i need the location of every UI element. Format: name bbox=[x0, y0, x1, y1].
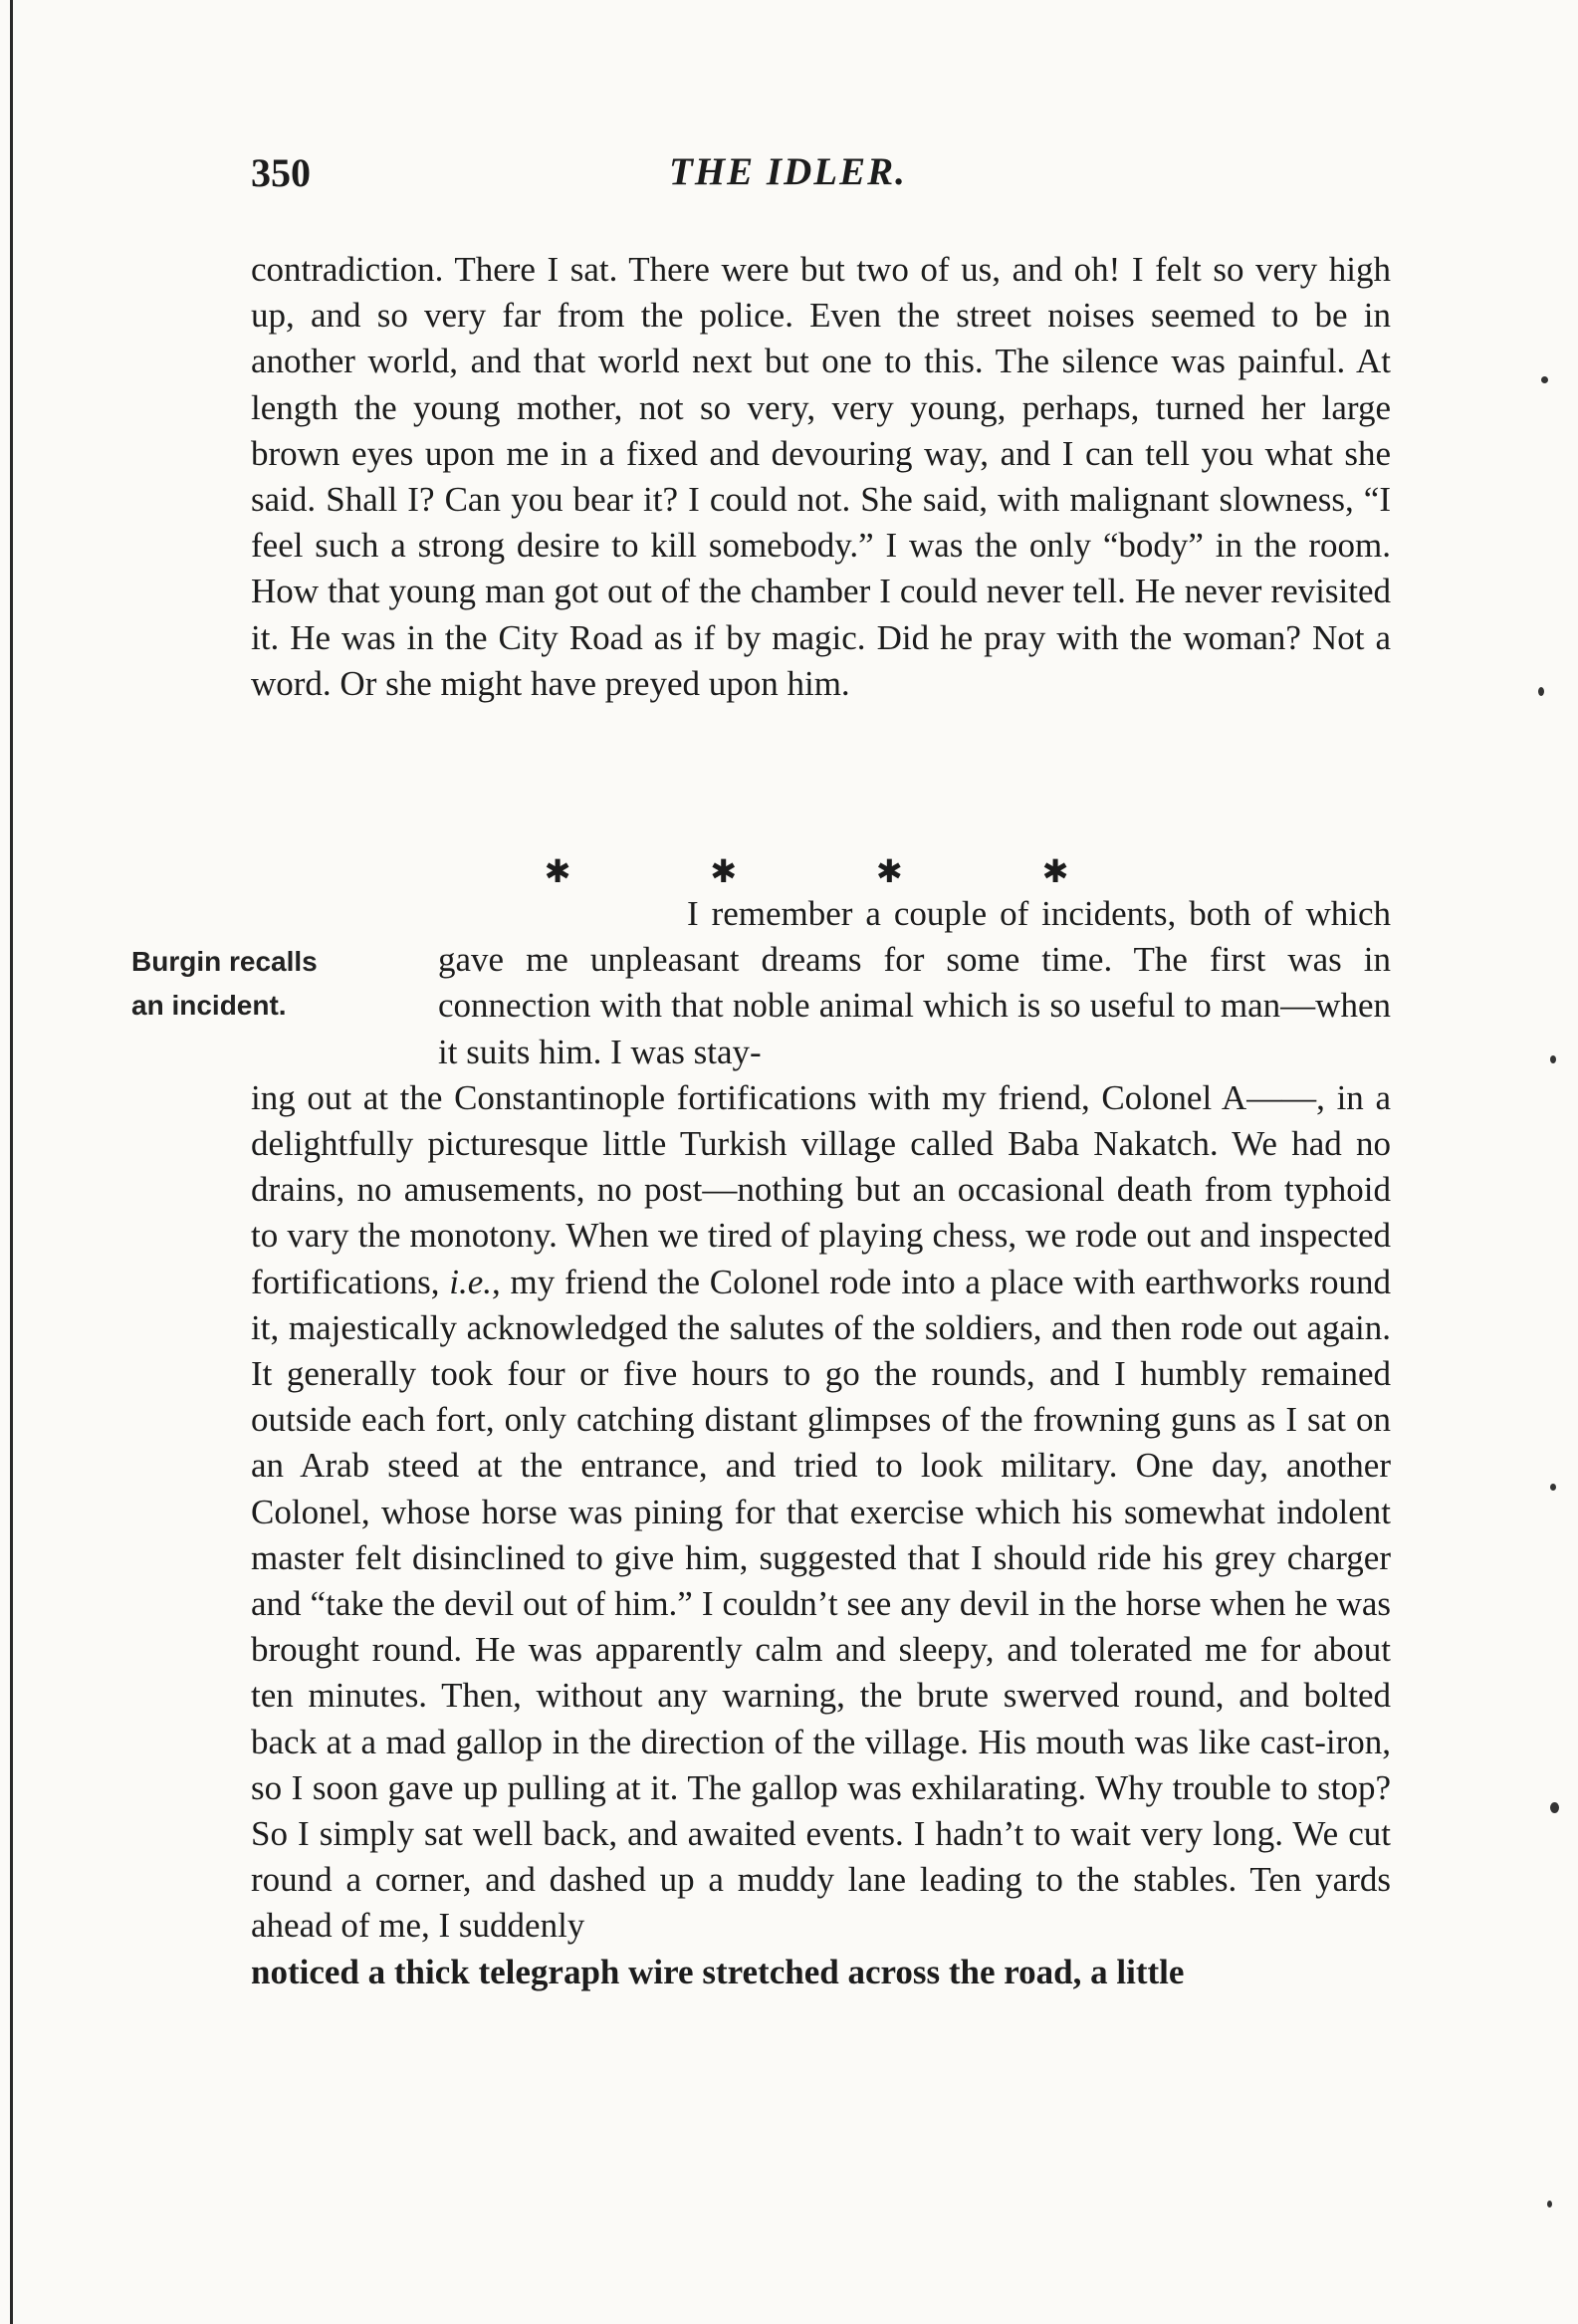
italic-ie: i.e. bbox=[449, 1262, 493, 1301]
running-title: THE IDLER. bbox=[669, 150, 907, 193]
paragraph-1-text: contradiction. There I sat. There were but two of us, and oh! I felt so very high up, and so very far from the police. Even the street noises seemed to be in another world, and that world next but one to this. The silence was painful. At length the young mother, not so very, very young, perhaps, turned her large brown eyes upon me in a fixed and devouring way, and I can tell you what she said. Shall I? Can you bear it? I could not. She said, with malignant slowness, “I feel such a strong desire to kill somebody.” I was the only “body” in the room. How that young man got out of the chamber I could never tell. He never revisited it. He was in the City Road as if by magic. Did he pray with the woman? Not a word. Or she might have preyed upon him. bbox=[251, 250, 1391, 703]
print-speck bbox=[1547, 2201, 1552, 2208]
binding-edge-line bbox=[10, 0, 13, 2324]
sidenote-line-1: Burgin recalls bbox=[131, 946, 318, 977]
paragraph-2-opening: I remember a couple of incidents, both of which gave me unpleasant dreams for some time. The first was in connection with that noble animal which is so useful to man—when it suits him. I was stay- bbox=[438, 894, 1391, 1071]
paragraph-2-body: ing out at the Constantinople fortifications with my friend, Colonel A——, in a delightfully picturesque little Turkish village called Baba Nakatch. We had no drains, no amusements, no post—nothing but an occasional death from typhoid to vary the monotony. When we tired of playing chess, we rode out and inspected fortifications, bbox=[251, 1077, 1391, 1301]
separator-star: ✱ bbox=[875, 852, 903, 890]
paragraph-2-full-part bbox=[251, 1075, 1391, 1950]
paragraph-2-last-line: noticed a thick telegraph wire stretched across the road, a little bbox=[251, 1952, 1185, 1991]
section-separator bbox=[538, 852, 1075, 890]
paragraph-2-narrow-part bbox=[251, 891, 1391, 1075]
print-speck bbox=[1550, 1484, 1556, 1491]
paragraph-2-continued: , my friend the Colonel rode into a place with earthworks round it, majestically acknowledged the salutes of the soldiers, and then rode out again. It generally took four or five hours to go the rounds, and I humbly remained outside each fort, only catching distant glimpses of the frowning guns as I sat on an Arab steed at the entrance, and tried to look military. One day, another Colonel, whose horse was pining for that exercise which his somewhat indolent master felt disinclined to give him, suggested that I should ride his grey charger and “take the devil out of him.” I couldn’t see any devil in the horse when he was brought round. He was apparently calm and sleepy, and tolerated me for about ten minutes. Then, without any warning, the brute swerved round, and bolted back at a mad gallop in the direction of the village. His mouth was like cast-iron, so I soon gave up pulling at it. The gallop was exhilarating. Why trouble to stop? So I simply sat well back, and awaited events. I hadn’t to wait very long. We cut round a corner, and dashed up a muddy lane leading to the stables. Ten yards ahead of me, I suddenly bbox=[251, 1262, 1392, 1946]
print-speck bbox=[1538, 687, 1544, 696]
separator-star: ✱ bbox=[544, 852, 571, 890]
separator-star: ✱ bbox=[710, 852, 738, 890]
separator-star: ✱ bbox=[1041, 852, 1069, 890]
paragraph-2 bbox=[251, 891, 1391, 1995]
sidenote-line-2: an incident. bbox=[131, 990, 287, 1021]
page-number: 350 bbox=[251, 150, 311, 195]
print-speck bbox=[1541, 376, 1548, 383]
page-header bbox=[0, 149, 1578, 209]
print-speck bbox=[1550, 1802, 1559, 1813]
print-speck bbox=[1550, 1055, 1556, 1063]
paragraph-1 bbox=[251, 247, 1391, 707]
